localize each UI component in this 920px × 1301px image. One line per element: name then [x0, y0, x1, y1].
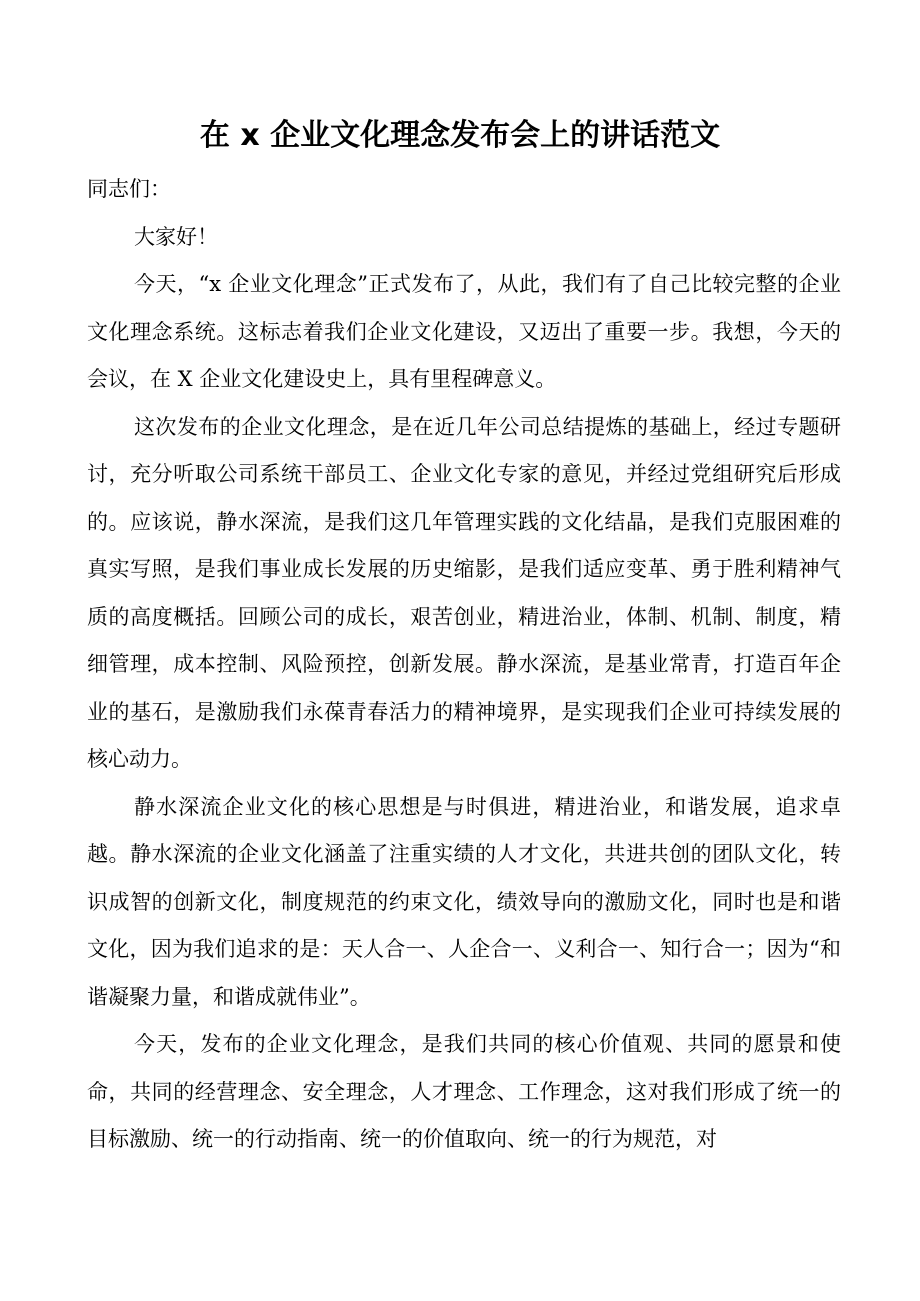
document-title: 在 x 企业文化理念发布会上的讲话范文 — [199, 118, 721, 153]
document-body — [87, 166, 841, 1164]
salutation: 同志们： — [87, 177, 171, 201]
paragraph: 今天，“x 企业文化理念”正式发布了，从此，我们有了自己比较完整的企业文化理念系统。这标志着我们企业文化建设，又迈出了重要一步。我想，今天的会议，在 X 企业文化建设史上，具有里程碑意义。 — [87, 272, 841, 391]
paragraph: 这次发布的企业文化理念，是在近几年公司总结提炼的基础上，经过专题研讨，充分听取公司系统干部员工、企业文化专家的意见，并经过党组研究后形成的。应该说，静水深流，是我们这几年管理实践的文化结晶，是我们克服困难的真实写照，是我们事业成长发展的历史缩影，是我们适应变革、勇于胜利精神气质的高度概括。回顾公司的成长，艰苦创业，精进治业，体制、机制、制度，精细管理，成本控制、风险预控，创新发展。静水深流，是基业常青，打造百年企业的基石，是激励我们永葆青春活力的精神境界，是实现我们企业可持续发展的核心动力。 — [87, 414, 841, 771]
paragraph-greeting: 大家好！ — [134, 224, 218, 249]
paragraph: 今天，发布的企业文化理念，是我们共同的核心价值观、共同的愿景和使命，共同的经营理念、安全理念，人才理念、工作理念，这对我们形成了统一的目标激励、统一的行动指南、统一的价值取向、统一的行为规范，对 — [87, 1032, 841, 1151]
paragraph: 静水深流企业文化的核心思想是与时俱进，精进治业，和谐发展，追求卓越。静水深流的企业文化涵盖了注重实绩的人才文化，共进共创的团队文化，转识成智的创新文化，制度规范的约束文化，绩效导向的激励文化，同时也是和谐文化，因为我们追求的是：天人合一、人企合一、义利合一、知行合一；因为“和谐凝聚力量，和谐成就伟业”。 — [87, 794, 841, 1009]
